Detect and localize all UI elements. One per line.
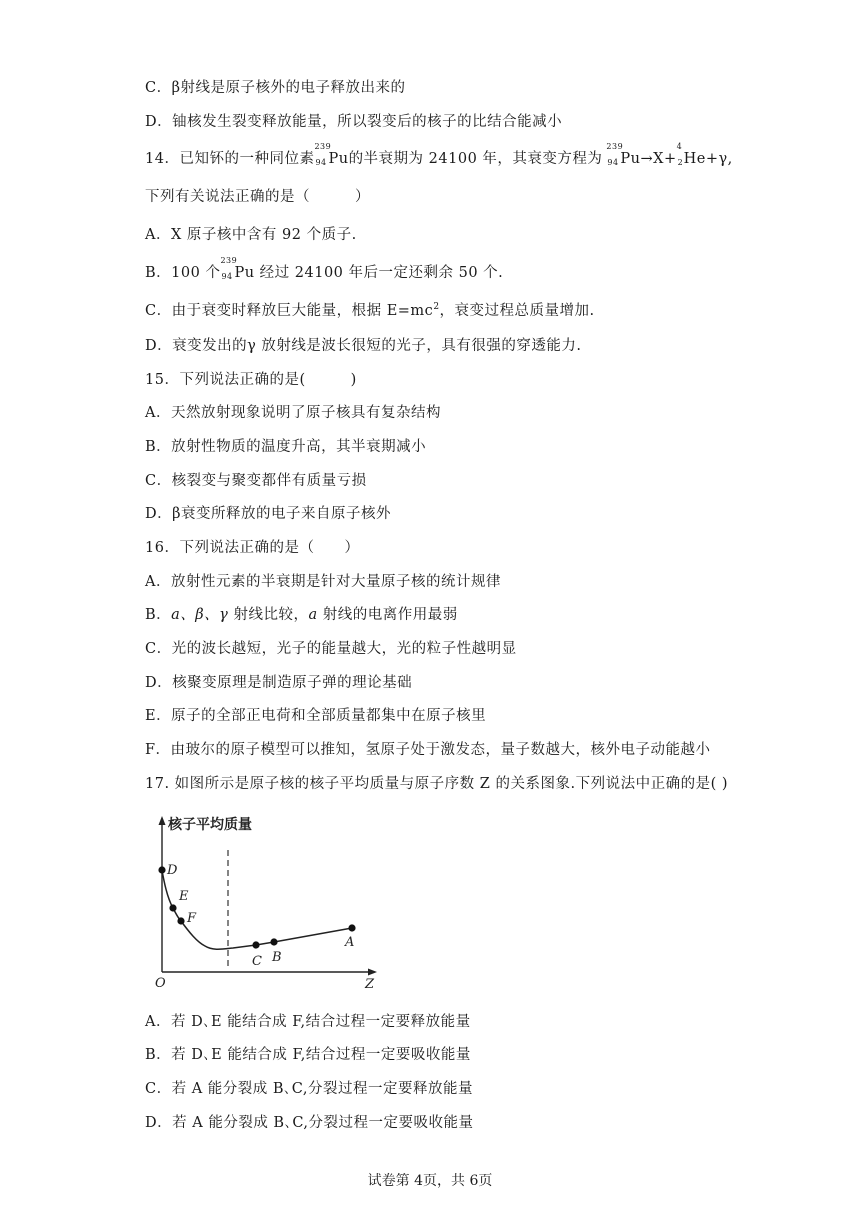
option-d-q17: D．若 A 能分裂成 B､C,分裂过程一定要吸收能量 bbox=[145, 1115, 474, 1131]
q16b-text-c: 射线的电离作用最弱 bbox=[317, 607, 458, 623]
q14c-superscript: 2 bbox=[433, 302, 440, 313]
pu-nuclide-3: 239 94 bbox=[220, 255, 238, 281]
point-f bbox=[177, 917, 184, 924]
option-e-q16: E．原子的全部正电荷和全部质量都集中在原子核里 bbox=[145, 708, 487, 724]
option-d-q13: D．铀核发生裂变释放能量，所以裂变后的核子的比结合能减小 bbox=[145, 114, 563, 130]
y-axis-label: 核子平均质量 bbox=[168, 817, 252, 833]
option-a-q16: A．放射性元素的半衰期是针对大量原子核的统计规律 bbox=[145, 574, 501, 590]
q16b-text-a: B． bbox=[145, 607, 172, 623]
q14-text-b: 的半衰期为 24100 年，其衰变方程为 bbox=[348, 151, 603, 167]
nucleon-mass-figure bbox=[143, 808, 383, 988]
option-b-q14 bbox=[145, 255, 504, 282]
point-d-label: D bbox=[167, 863, 178, 878]
q14b-text-b: Pu 经过 24100 年后一定还剩余 50 个. bbox=[234, 265, 504, 281]
option-d-q14: D．衰变发出的γ 放射线是波长很短的光子，具有很强的穿透能力. bbox=[145, 338, 582, 354]
q14-text-a: 14．已知钚的一种同位素 bbox=[145, 151, 315, 167]
point-a-label: A bbox=[345, 935, 355, 950]
origin-label: O bbox=[155, 976, 166, 988]
option-d-q16: D．核聚变原理是制造原子弹的理论基础 bbox=[145, 675, 413, 691]
q14c-text-a: C．由于衰变时释放巨大能量，根据 E=mc bbox=[145, 303, 434, 319]
point-c bbox=[252, 941, 259, 948]
q14-text-c: He+γ, bbox=[683, 151, 733, 167]
option-a-q17: A．若 D､E 能结合成 F,结合过程一定要释放能量 bbox=[145, 1014, 471, 1030]
point-e-label: E bbox=[179, 889, 189, 904]
question-16-stem: 16．下列说法正确的是（ ） bbox=[145, 540, 360, 556]
option-f-q16: F．由玻尔的原子模型可以推知，氢原子处于激发态，量子数越大，核外电子动能越小 bbox=[145, 742, 711, 758]
point-c-label: C bbox=[252, 954, 262, 969]
pu-symbol-1: Pu bbox=[328, 151, 349, 167]
question-14-prompt: 下列有关说法正确的是（ ） bbox=[145, 189, 370, 205]
mass-curve bbox=[162, 870, 355, 950]
x-axis-label: Z bbox=[365, 977, 375, 988]
pu-symbol-2: Pu→X+ bbox=[620, 151, 677, 167]
q16b-alpha: a bbox=[308, 607, 318, 623]
option-a-q15: A．天然放射现象说明了原子核具有复杂结构 bbox=[145, 405, 441, 421]
option-c-q17: C．若 A 能分裂成 B､C,分裂过程一定要释放能量 bbox=[145, 1081, 473, 1097]
point-e bbox=[169, 904, 176, 911]
page-footer: 试卷第 4页，共 6页 bbox=[367, 1173, 493, 1189]
y-axis-arrow bbox=[159, 816, 166, 825]
option-c-q16: C．光的波长越短，光子的能量越大，光的粒子性越明显 bbox=[145, 641, 517, 657]
question-14-stem bbox=[145, 141, 733, 168]
pu-nuclide-1: 239 94 bbox=[314, 141, 332, 167]
q14b-text-a: B．100 个 bbox=[145, 265, 221, 281]
pu-nuclide-2: 239 94 bbox=[606, 141, 624, 167]
option-c-q15: C．核裂变与聚变都伴有质量亏损 bbox=[145, 473, 367, 489]
option-b-q17: B．若 D､E 能结合成 F,结合过程一定要吸收能量 bbox=[145, 1047, 471, 1063]
option-c-q13: C．β射线是原子核外的电子释放出来的 bbox=[145, 80, 406, 96]
x-axis-arrow bbox=[368, 969, 377, 976]
question-15-stem: 15．下列说法正确的是( ) bbox=[145, 372, 357, 388]
q14c-text-b: ，衰变过程总质量增加. bbox=[439, 303, 595, 319]
q16b-greek: a、β、γ bbox=[171, 607, 229, 623]
option-d-q15: D．β衰变所释放的电子来自原子核外 bbox=[145, 506, 392, 522]
question-17-stem: 17. 如图所示是原子核的核子平均质量与原子序数 Z 的关系图象.下列说法中正确的是( ) bbox=[145, 776, 728, 792]
option-c-q14 bbox=[145, 299, 595, 320]
option-b-q15: B．放射性物质的温度升高，其半衰期减小 bbox=[145, 439, 427, 455]
he-nuclide: 4 2 bbox=[676, 141, 684, 167]
point-a bbox=[348, 924, 355, 931]
point-f-label: F bbox=[187, 911, 197, 926]
point-b-label: B bbox=[272, 950, 282, 965]
option-a-q14: A．X 原子核中含有 92 个质子. bbox=[145, 227, 357, 243]
option-b-q16 bbox=[145, 603, 458, 624]
q16b-text-b: 射线比较， bbox=[228, 607, 309, 623]
point-b bbox=[270, 938, 277, 945]
point-d bbox=[158, 866, 165, 873]
